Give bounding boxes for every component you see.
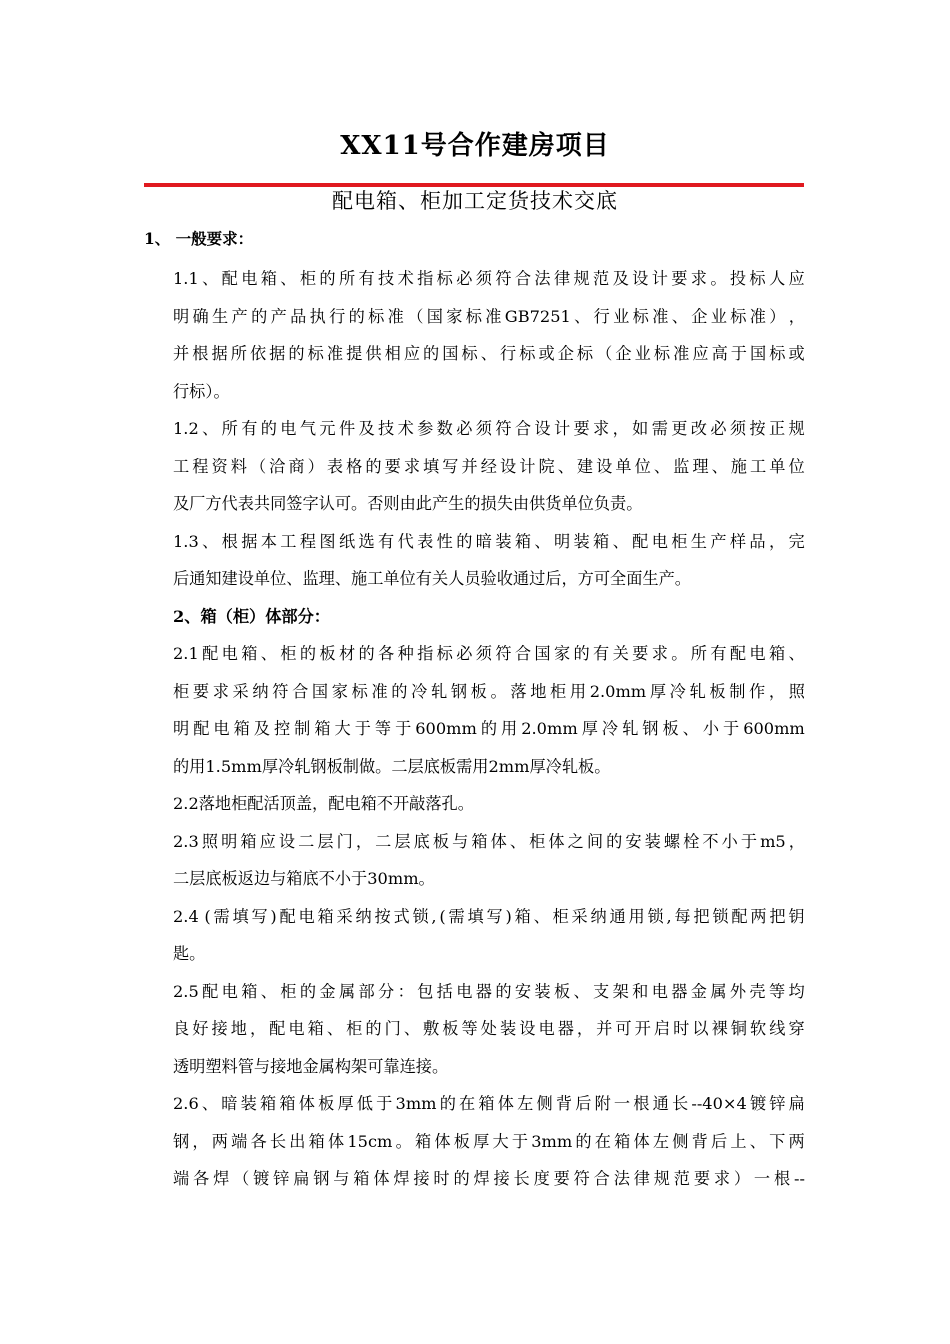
text-line: 2.4 ( 需 填 写 ) 配 电 箱 采 纳 按 式 锁 , ( 需 填 写 ) 箱 、 柜 采 纳 通 用 锁 , 每 把 锁 配 两 把 钥 bbox=[173, 906, 805, 926]
text-line: 2.3 照 明 箱 应 设 二 层 门 ， 二 层 底 板 与 箱 体 、 柜 体 之 间 的 安 装 螺 栓 不 小 于 m5 ， bbox=[173, 831, 805, 851]
text-line: 及厂方代表共同签字认可。否则由此产生的损失由供货单位负责。 bbox=[173, 494, 643, 513]
text-line: 2.5 配 电 箱 、 柜 的 金 属 部 分 ： 包 括 电 器 的 安 装 板 、 支 架 和 电 器 金 属 外 壳 等 均 bbox=[173, 981, 805, 1001]
document-title: XX11号合作建房项目 bbox=[340, 131, 610, 161]
text-line: 工 程 资 料 （ 洽 商 ） 表 格 的 要 求 填 写 并 经 设 计 院 、 建 设 单 位 、 监 理 、 施 工 单 位 bbox=[173, 456, 805, 476]
text-line: 端 各 焊 （ 镀 锌 扁 钢 与 箱 体 焊 接 时 的 焊 接 长 度 要 符 合 法 律 规 范 要 求 ） 一 根 -- bbox=[173, 1169, 805, 1188]
text-line: 2.1 配 电 箱 、 柜 的 板 材 的 各 种 指 标 必 须 符 合 国 家 的 有 关 要 求 。 所 有 配 电 箱 、 bbox=[173, 644, 805, 663]
text-line: 钢 ， 两 端 各 长 出 箱 体 15cm 。 箱 体 板 厚 大 于 3mm 的 在 箱 体 左 侧 背 后 上 、 下 两 bbox=[173, 1131, 805, 1151]
text-line: 并 根 据 所 依 据 的 标 准 提 供 相 应 的 国 标 、 行 标 或 企 标 （ 企 业 标 准 应 高 于 国 标 或 bbox=[173, 344, 805, 363]
text-line: 柜 要 求 采 纳 符 合 国 家 标 准 的 冷 轧 钢 板 。 落 地 柜 用 2.0mm 厚 冷 轧 板 制 作 ， 照 bbox=[173, 681, 805, 701]
text-line: 的用1.5mm厚冷轧钢板制做。二层底板需用2mm厚冷轧板。 bbox=[173, 756, 611, 776]
text-line: 1.1 、 配 电 箱 、 柜 的 所 有 技 术 指 标 必 须 符 合 法 律 规 范 及 设 计 要 求 。 投 标 人 应 bbox=[173, 269, 805, 288]
document-subtitle: 配电箱、柜加工定货技术交底 bbox=[332, 189, 618, 213]
section-heading: 2、箱（柜）体部分： bbox=[173, 606, 330, 626]
text-line: 2.6 、 暗 装 箱 箱 体 板 厚 低 于 3mm 的 在 箱 体 左 侧 背 后 附 一 根 通 长 --40×4 镀 锌 扁 bbox=[173, 1094, 805, 1113]
text-line: 良 好 接 地 ， 配 电 箱 、 柜 的 门 、 敷 板 等 处 装 设 电 器 ， 并 可 开 启 时 以 裸 铜 软 线 穿 bbox=[173, 1019, 805, 1038]
text-line: 明 配 电 箱 及 控 制 箱 大 于 等 于 600mm 的 用 2.0mm 厚 冷 轧 钢 板 、 小 于 600mm bbox=[173, 719, 805, 738]
text-line: 行标）。 bbox=[173, 381, 230, 401]
text-line: 二层底板返边与箱底不小于30mm。 bbox=[173, 869, 435, 888]
document-body bbox=[173, 260, 805, 1198]
text-line: 匙。 bbox=[173, 944, 206, 963]
text-line: 1.2 、 所 有 的 电 气 元 件 及 技 术 参 数 必 须 符 合 设 计 要 求 ， 如 需 更 改 必 须 按 正 规 bbox=[173, 419, 805, 438]
text-line: 1.3 、 根 据 本 工 程 图 纸 选 有 代 表 性 的 暗 装 箱 、 明 装 箱 、 配 电 柜 生 产 样 品 ， 完 bbox=[173, 531, 805, 551]
text-line: 透明塑料管与接地金属构架可靠连接。 bbox=[173, 1056, 449, 1076]
section-heading-general: 1、 一般要求： bbox=[144, 229, 254, 248]
text-line: 明 确 生 产 的 产 品 执 行 的 标 准 （ 国 家 标 准 GB7251 、 行 业 标 准 、 企 业 标 准 ） ， bbox=[173, 306, 805, 326]
text-line: 后通知建设单位、监理、施工单位有关人员验收通过后，方可全面生产。 bbox=[173, 569, 691, 588]
text-line: 2.2落地柜配活顶盖，配电箱不开敲落孔。 bbox=[173, 794, 474, 813]
